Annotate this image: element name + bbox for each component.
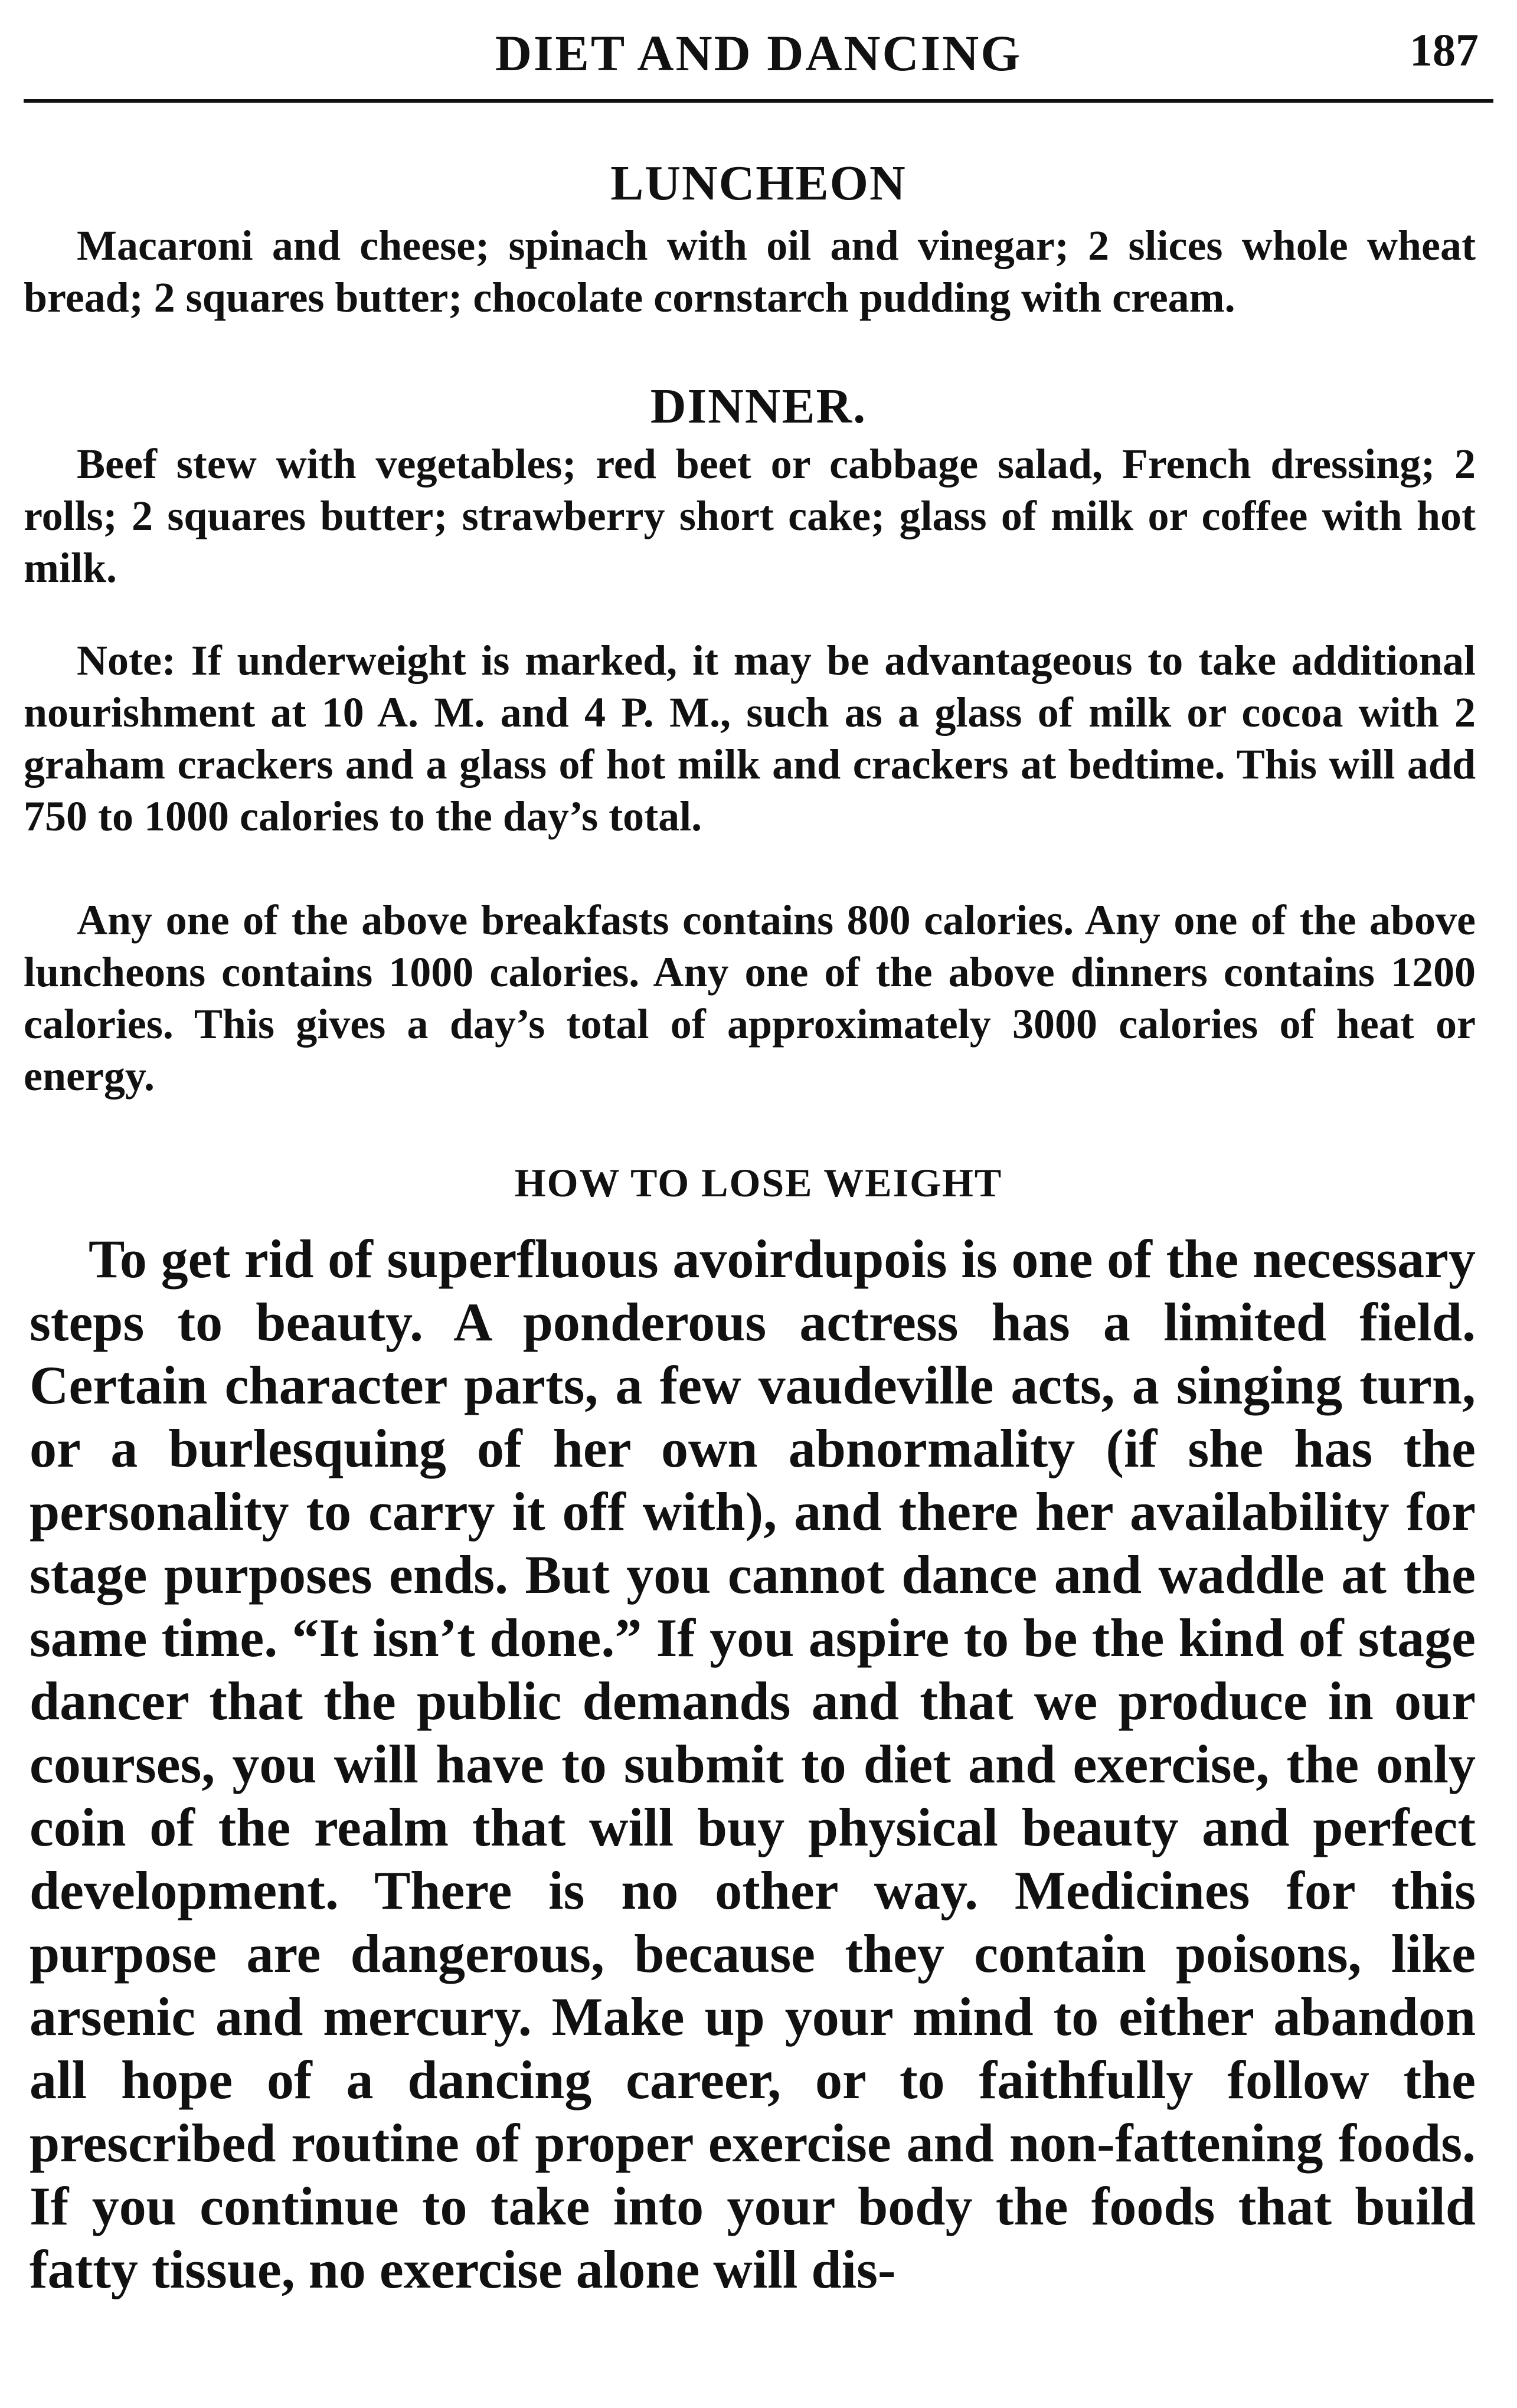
calories-paragraph: Any one of the above breakfasts contains 800 calories. Any one of the above luncheons contains 1000 calories. Any one of the above dinners contains 1200 calories. This gives a day’s total of approximately 3000 calories of heat or energy.: [24, 897, 1476, 1100]
note-paragraph: Note: If underweight is marked, it may be advantageous to take additional nourishment at 10 A. M. and 4 P. M., such as a glass of milk or cocoa with 2 graham crackers and a glass of hot milk and crackers at bedtime. This will add 750 to 1000 calories to the day’s total.: [24, 637, 1476, 840]
dinner-heading: DINNER.: [650, 379, 867, 434]
lose-weight-paragraph: To get rid of superfluous avoirdupois is one of the necessary steps to beauty. A ponderous actress has a limited field. Certain character parts, a few vaudeville acts, a singing turn, or a burlesquing of her own abnormality (if she has the personality to carry it off with), and there her availability for stage purposes ends. But you cannot dance and waddle at the same time. “It isn’t done.” If you aspire to be the kind of stage dancer that the public demands and that we produce in our courses, you will have to submit to diet and exercise, the only coin of the realm that will buy physical beauty and perfect development. There is no other way. Medicines for this purpose are dangerous, because they contain poisons, like arsenic and mercury. Make up your mind to either abandon all hope of a dancing career, or to faithfully follow the prescribed routine of proper exercise and non-fattening foods. If you continue to take into your body the foods that build fatty tissue, no exercise alone will dis-: [30, 1229, 1476, 2299]
running-title: DIET AND DANCING: [495, 25, 1022, 81]
page-number: 187: [1410, 24, 1479, 76]
page-header: [24, 18, 1493, 100]
luncheon-heading: LUNCHEON: [610, 156, 907, 211]
header-rule: [24, 99, 1493, 103]
luncheon-paragraph: Macaroni and cheese; spinach with oil and vinegar; 2 slices whole wheat bread; 2 squares butter; chocolate cornstarch pudding with cream.: [24, 222, 1476, 321]
dinner-paragraph: Beef stew with vegetables; red beet or cabbage salad, French dressing; 2 rolls; 2 squares butter; strawberry short cake; glass of milk or coffee with hot milk.: [24, 440, 1476, 591]
lose-weight-heading: HOW TO LOSE WEIGHT: [514, 1160, 1003, 1205]
